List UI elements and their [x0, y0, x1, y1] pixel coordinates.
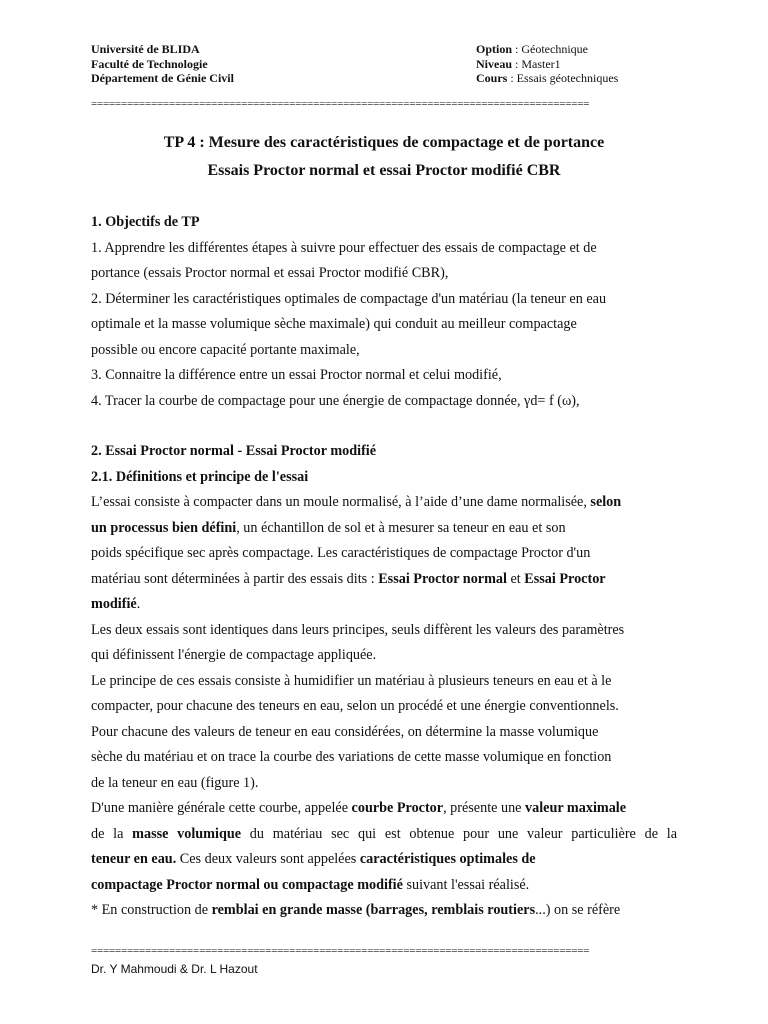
objective-2b: optimale et la masse volumique sèche maximale) qui conduit au meilleur compactage	[91, 316, 577, 332]
university: Université de BLIDA	[91, 42, 200, 56]
option-value: : Géotechnique	[512, 42, 588, 56]
niveau-value: : Master1	[512, 56, 561, 71]
objective-3: 3. Connaitre la différence entre un essai Proctor normal et celui modifié,	[91, 367, 502, 383]
option-line	[476, 42, 618, 57]
bold-run: valeur maximale	[525, 800, 627, 816]
para-c-line5: de la teneur en eau (figure 1).	[91, 774, 259, 791]
para-a-line5	[91, 592, 677, 618]
para-b-line2: qui définissent l'énergie de compactage appliquée.	[91, 647, 377, 663]
bold-run: courbe Proctor	[351, 800, 444, 816]
para-d-line3	[91, 847, 677, 873]
objective-1a: 1. Apprendre les différentes étapes à suivre pour effectuer des essais de compactage et de	[91, 239, 597, 256]
para-c-line4: sèche du matériau et on trace la courbe des variations de cette masse volumique en fonction	[91, 749, 612, 765]
text-run: .	[136, 596, 141, 612]
bold-run: selon	[590, 494, 622, 510]
text-run: , présente une	[443, 800, 526, 816]
page-subtitle: Essais Proctor normal et essai Proctor modifié CBR	[207, 162, 561, 179]
bold-run: teneur en eau.	[91, 851, 177, 867]
niveau-line	[476, 57, 618, 72]
para-a-line1	[91, 490, 677, 516]
text-run: Ces deux valeurs sont appelées	[176, 851, 360, 867]
page-title: TP 4 : Mesure des caractéristiques de compactage et de portance	[163, 134, 605, 151]
text-run: , un échantillon de sol et à mesurer sa teneur en eau et son	[236, 519, 566, 536]
para-c-line1: Le principe de ces essais consiste à humidifier un matériau à plusieurs teneurs en eau et à le	[91, 672, 612, 689]
bold-run: masse volumique	[132, 825, 242, 842]
bold-run: Essai Proctor	[524, 570, 606, 587]
bold-run: caractéristiques optimales de	[359, 851, 536, 867]
para-c-line3: Pour chacune des valeurs de teneur en eau considérées, on détermine la masse volumique	[91, 723, 599, 740]
department: Département de Génie Civil	[91, 71, 234, 85]
text-run: du matériau sec qui est obtenue pour une valeur particulière de la	[241, 825, 677, 842]
bold-run: remblai en grande masse (barrages, remblais routiers	[211, 902, 536, 918]
para-d-line2	[91, 822, 677, 848]
bold-run: un processus bien défini	[91, 519, 237, 536]
para-d-line4	[91, 873, 677, 899]
text-run: de la	[91, 825, 133, 842]
text-run: * En construction de	[91, 902, 212, 918]
para-e-line1	[91, 898, 677, 924]
para-a-line3: poids spécifique sec après compactage. Les caractéristiques de compactage Proctor d'un	[91, 545, 591, 561]
subsection-heading-definitions: 2.1. Définitions et principe de l'essai	[91, 468, 309, 485]
section-heading-objectifs: 1. Objectifs de TP	[91, 214, 200, 230]
spacer	[91, 414, 677, 439]
document-body	[91, 210, 677, 924]
cours-line	[476, 71, 618, 86]
institution-block	[91, 42, 234, 86]
footer-authors: Dr. Y Mahmoudi & Dr. L Hazout	[91, 962, 258, 976]
cours-value: : Essais géotechniques	[507, 71, 619, 85]
para-a-line2	[91, 516, 677, 542]
text-run: D'une manière générale cette courbe, appelée	[91, 800, 352, 816]
para-d-line1	[91, 796, 677, 822]
cours-label: Cours	[476, 71, 508, 85]
objective-4: 4. Tracer la courbe de compactage pour une énergie de compactage donnée, γd= f (ω),	[91, 392, 580, 409]
para-b-line1: Les deux essais sont identiques dans leurs principes, seuls diffèrent les valeurs des paramètres	[91, 621, 625, 638]
footer-separator: ===================================================================================	[91, 945, 590, 957]
section-heading-proctor: 2. Essai Proctor normal - Essai Proctor modifié	[91, 443, 377, 459]
text-run: et	[506, 570, 525, 587]
text-run: matériau sont déterminées à partir des essais dits :	[91, 570, 379, 587]
bold-run: compactage Proctor normal ou compactage modifié	[91, 876, 403, 893]
objective-1b: portance (essais Proctor normal et essai Proctor modifié CBR),	[91, 265, 449, 281]
para-a-line4	[91, 567, 677, 593]
para-c-line2: compacter, pour chacune des teneurs en eau, selon un procédé et une énergie conventionnels.	[91, 698, 619, 714]
text-run: suivant l'essai réalisé.	[402, 876, 530, 893]
course-block	[476, 42, 618, 86]
bold-run: modifié	[91, 596, 137, 612]
option-label: Option	[476, 42, 513, 56]
objective-2c: possible ou encore capacité portante maximale,	[91, 341, 360, 358]
header-separator: ===================================================================================	[91, 98, 590, 110]
text-run: L’essai consiste à compacter dans un moule normalisé, à l’aide d’une dame normalisée,	[91, 494, 591, 510]
bold-run: Essai Proctor normal	[378, 570, 507, 587]
objective-2a: 2. Déterminer les caractéristiques optimales de compactage d'un matériau (la teneur en eau	[91, 290, 607, 307]
niveau-label: Niveau	[476, 56, 512, 71]
faculty: Faculté de Technologie	[91, 56, 208, 71]
text-run: ...) on se réfère	[535, 902, 621, 918]
